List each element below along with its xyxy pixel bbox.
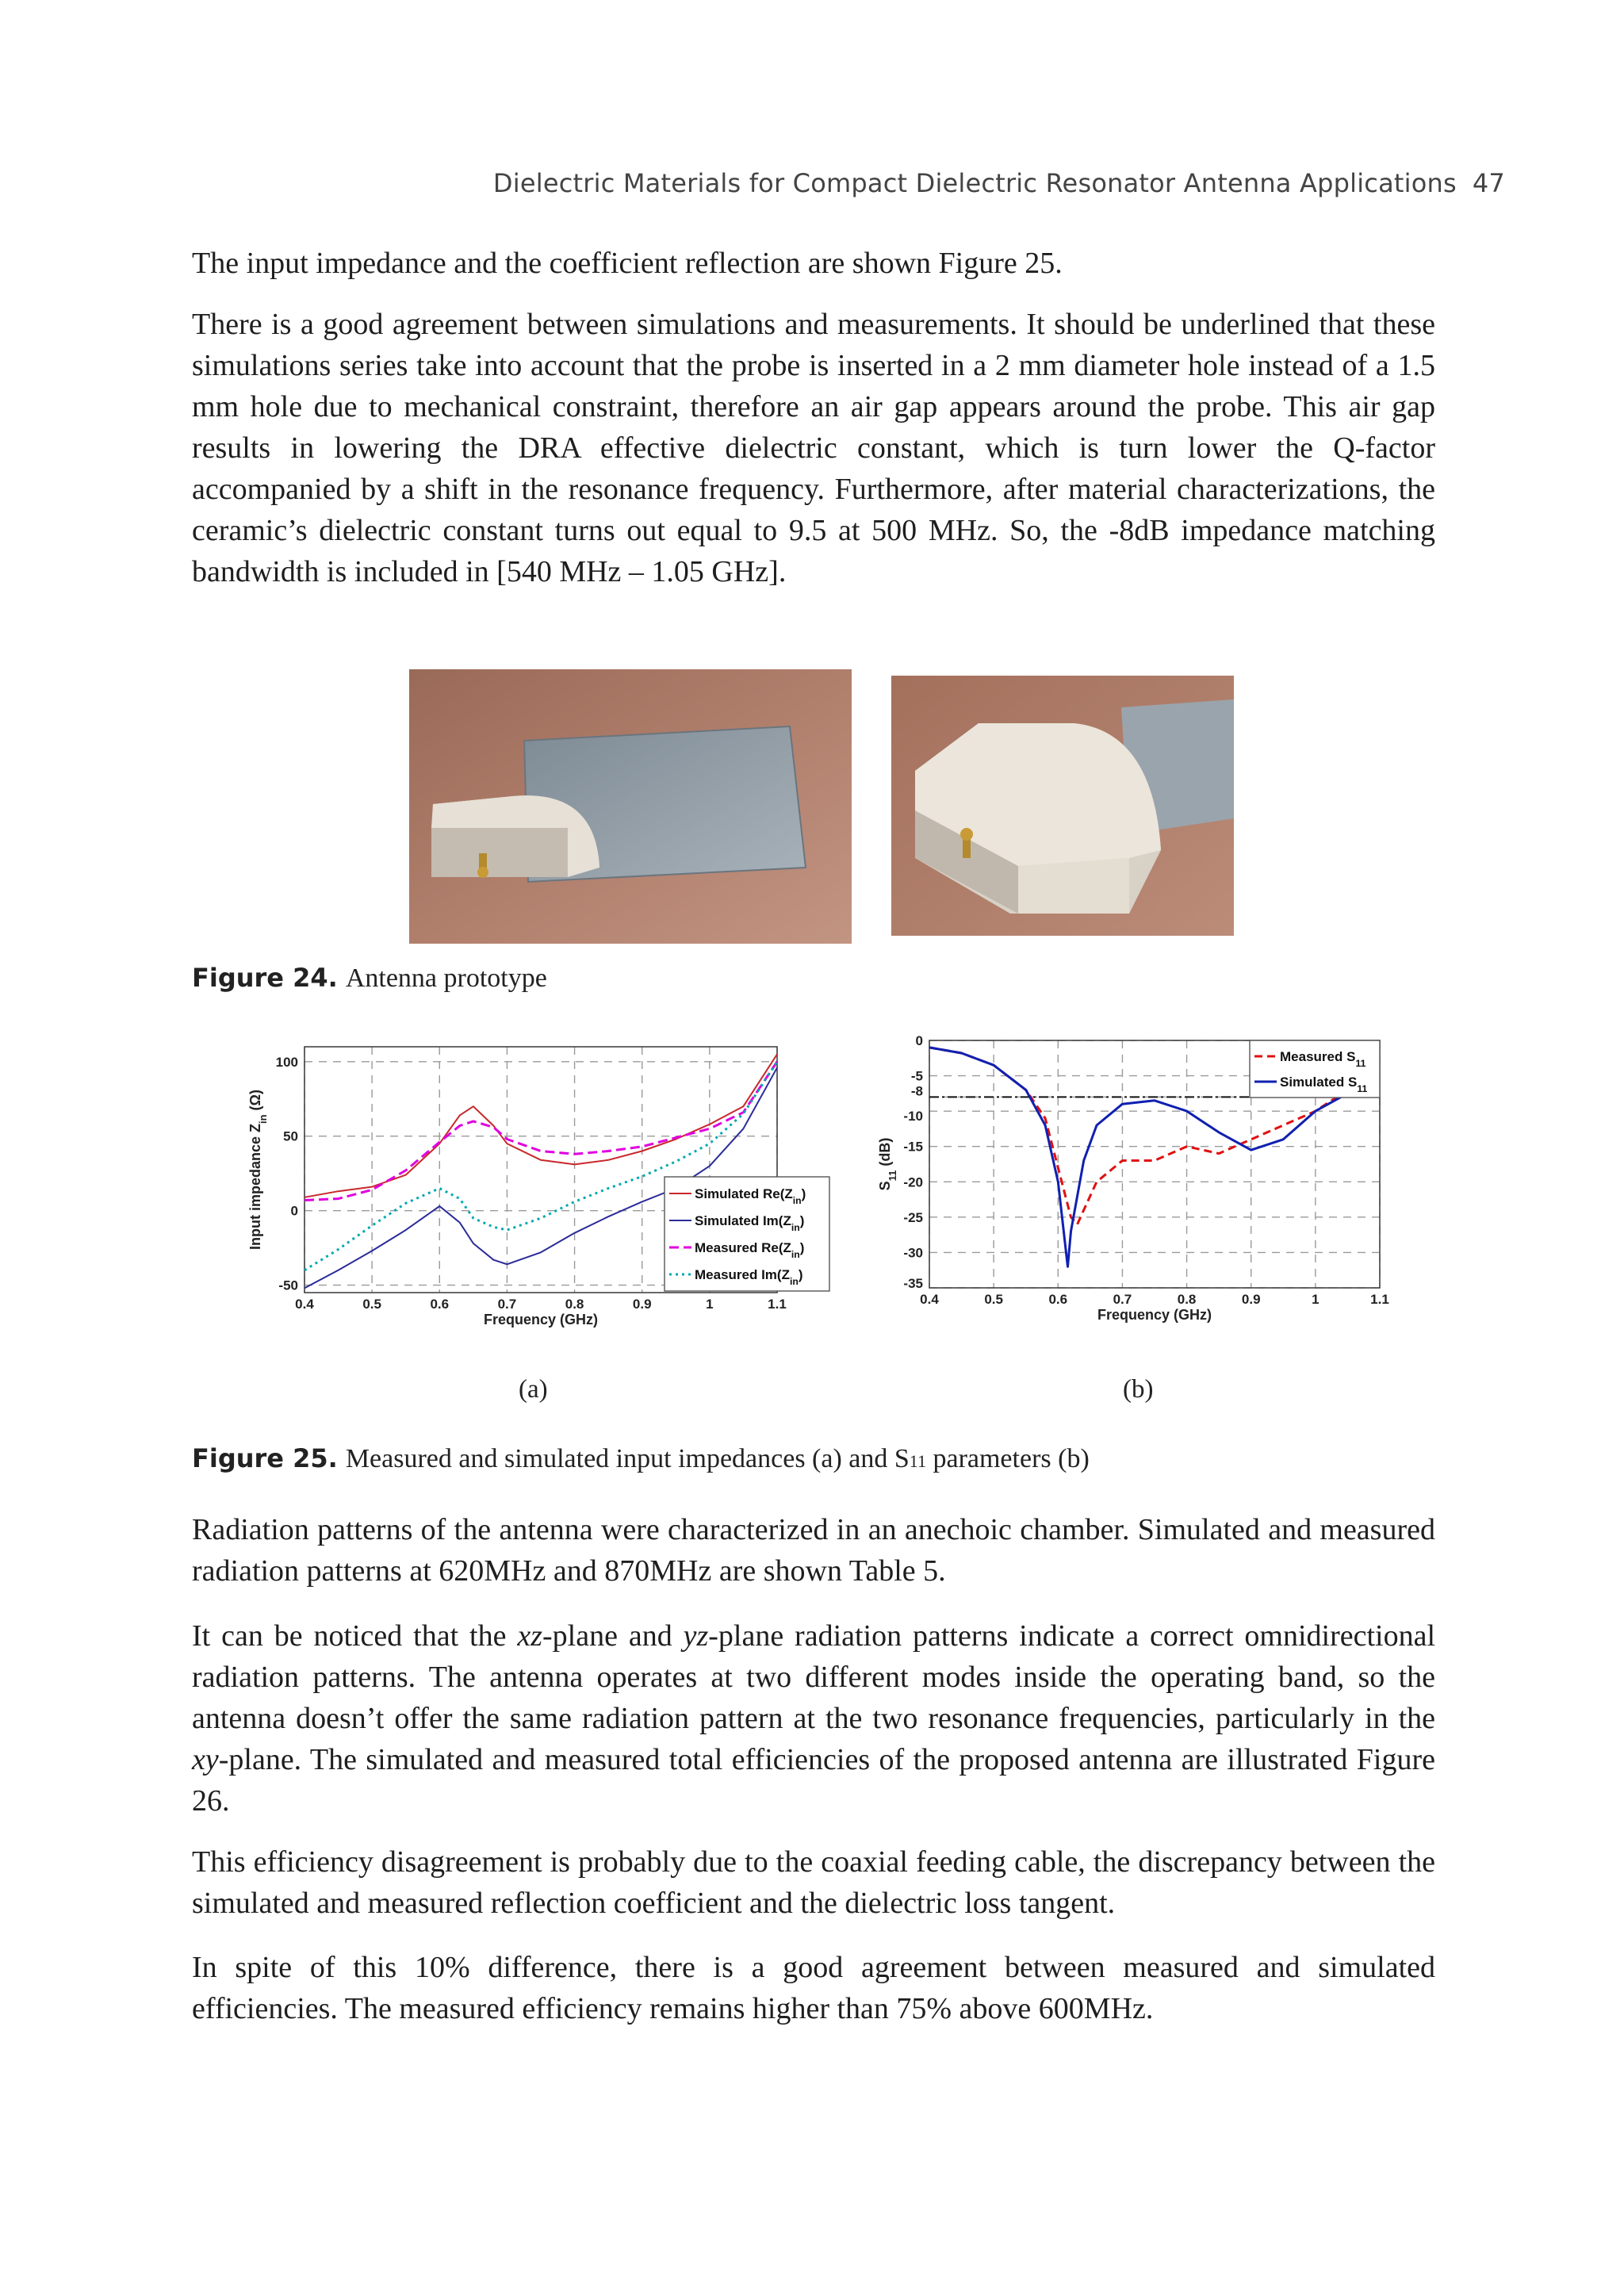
paragraph-1 xyxy=(192,243,1435,284)
p4-part-a: It can be noticed that the xyxy=(192,1619,518,1653)
series-line-1 xyxy=(304,1054,777,1197)
paragraph-text: In spite of this 10% difference, there is a good agreement between measured and simulated efficiencies. The measured efficiency remains higher than 75% above 600MHz. xyxy=(192,1951,1435,2025)
legend-label: Measured $Im(Z_{in})$ xyxy=(695,1267,803,1287)
legend-label: Simulated $Im(Z_{in})$ xyxy=(695,1213,805,1233)
paragraph-3 xyxy=(192,1509,1435,1592)
figure-25-sublabel-b: (b) xyxy=(1123,1375,1154,1404)
x-axis-label: Frequency (GHz) xyxy=(483,1312,599,1327)
running-title: Dielectric Materials for Compact Dielectric Resonator Antenna Applications xyxy=(492,168,1457,198)
x-tick-label: 0.5 xyxy=(984,1292,1003,1307)
x-axis-label: Frequency (GHz) xyxy=(1097,1307,1212,1323)
running-head xyxy=(493,168,1505,198)
y-tick-label: -50 xyxy=(278,1278,298,1293)
x-tick-label: 0.5 xyxy=(362,1297,381,1312)
p4-xy: xy xyxy=(192,1743,219,1776)
y-tick-label: 50 xyxy=(283,1128,298,1144)
x-tick-label: 1 xyxy=(706,1297,714,1312)
figure-25-caption xyxy=(192,1443,1090,1474)
paragraph-4 xyxy=(192,1615,1435,1822)
y-tick-label: -35 xyxy=(903,1276,923,1291)
x-tick-label: 0.8 xyxy=(1177,1292,1197,1307)
paragraph-5 xyxy=(192,1841,1435,1924)
legend-label: Measured $Re(Z_{in})$ xyxy=(695,1240,805,1260)
y-tick-label: -30 xyxy=(903,1245,923,1261)
x-tick-label: 0.9 xyxy=(632,1297,652,1312)
x-tick-label: 0.9 xyxy=(1241,1292,1261,1307)
figure-25-text-sub: 11 xyxy=(909,1451,926,1471)
y-tick-label: 100 xyxy=(275,1054,298,1070)
x-tick-label: 1 xyxy=(1312,1292,1320,1307)
legend-label: Measured $S_{11}$ xyxy=(1280,1049,1366,1069)
figure-25-text-b: parameters (b) xyxy=(925,1444,1090,1473)
paragraph-6 xyxy=(192,1947,1435,2029)
legend-label: Simulated $Re(Z_{in})$ xyxy=(695,1186,806,1206)
figure-24-label: Figure 24. xyxy=(192,963,338,993)
y-tick-label: -25 xyxy=(903,1209,923,1225)
x-tick-label: 0.7 xyxy=(1113,1292,1132,1307)
y-tick-label: -5 xyxy=(910,1068,923,1084)
x-tick-label: 0.6 xyxy=(1048,1292,1068,1307)
p4-xz: xz xyxy=(517,1619,542,1653)
x-tick-label: 0.4 xyxy=(920,1292,939,1307)
x-tick-label: 0.4 xyxy=(295,1297,314,1312)
paragraph-text: The input impedance and the coefficient reflection are shown Figure 25. xyxy=(192,247,1063,280)
chart-input-impedance xyxy=(238,1031,856,1348)
figure-25-label: Figure 25. xyxy=(192,1443,338,1473)
figure-24-text: Antenna prototype xyxy=(345,964,547,993)
y-tick-label: -20 xyxy=(903,1174,923,1190)
y-tick-label: -10 xyxy=(903,1109,923,1124)
y-tick-label: 0 xyxy=(290,1203,298,1219)
antenna-photo-right xyxy=(891,676,1234,936)
p4-part-c: -plane radiation patterns indicate a correct omnidirectional radiation patterns. The antenna operates at two different modes inside the operating band, so the antenna doesn’t offer the same radiation pattern at the two resonance frequencies, particularly in the xyxy=(192,1619,1435,1735)
x-tick-label: 0.8 xyxy=(565,1297,584,1312)
chart-s11 xyxy=(872,1023,1411,1332)
y-tick-label: 0 xyxy=(915,1033,923,1048)
figure-24-caption xyxy=(192,963,547,994)
paragraph-text xyxy=(192,1615,1435,1822)
paragraph-text: Radiation patterns of the antenna were characterized in an anechoic chamber. Simulated and measured radiation patterns at 620MHz and 870MHz are shown Table 5. xyxy=(192,1513,1435,1588)
p4-part-d: -plane. The simulated and measured total efficiencies of the proposed antenna are illustrated Figure 26. xyxy=(192,1743,1435,1818)
y-axis-label: Input impedance $Z_{in}$ (Ω) xyxy=(247,1090,269,1250)
x-tick-label: 0.6 xyxy=(430,1297,450,1312)
x-tick-label: 1.1 xyxy=(1370,1292,1389,1307)
paragraph-text: There is a good agreement between simulations and measurements. It should be underlined that these simulations series take into account that the probe is inserted in a 2 mm diameter hole instead of a 1.5 mm hole due to mechanical constraint, therefore an air gap appears around the probe. This air gap results in lowering the DRA effective dielectric constant, which is turn lower the Q-factor accompanied by a shift in the resonance frequency. Furthermore, after material characterizations, the ceramic’s dielectric constant turns out equal to 9.5 at 500 MHz. So, the -8dB impedance matching bandwidth is included in [540 MHz – 1.05 GHz]. xyxy=(192,308,1435,588)
x-tick-label: 1.1 xyxy=(768,1297,787,1312)
y-tick-label: -15 xyxy=(903,1139,923,1155)
legend-label: Simulated $S_{11}$ xyxy=(1280,1075,1368,1094)
y-axis-label: $S_{11}$ (dB) xyxy=(877,1137,898,1191)
figure-25-sublabel-a: (a) xyxy=(519,1375,548,1404)
figure-25-text-a: Measured and simulated input impedances (a) and S xyxy=(345,1444,910,1473)
p4-yz: yz xyxy=(683,1619,709,1653)
antenna-photo-left xyxy=(409,669,852,944)
p4-part-b: -plane and xyxy=(542,1619,684,1653)
paragraph-2 xyxy=(192,304,1435,592)
x-tick-label: 0.7 xyxy=(497,1297,517,1312)
paragraph-text: This efficiency disagreement is probably due to the coaxial feeding cable, the discrepancy between the simulated and measured reflection coefficient and the dielectric loss tangent. xyxy=(192,1845,1435,1920)
y-tick-label: -8 xyxy=(910,1083,923,1099)
page-number: 47 xyxy=(1472,168,1505,198)
